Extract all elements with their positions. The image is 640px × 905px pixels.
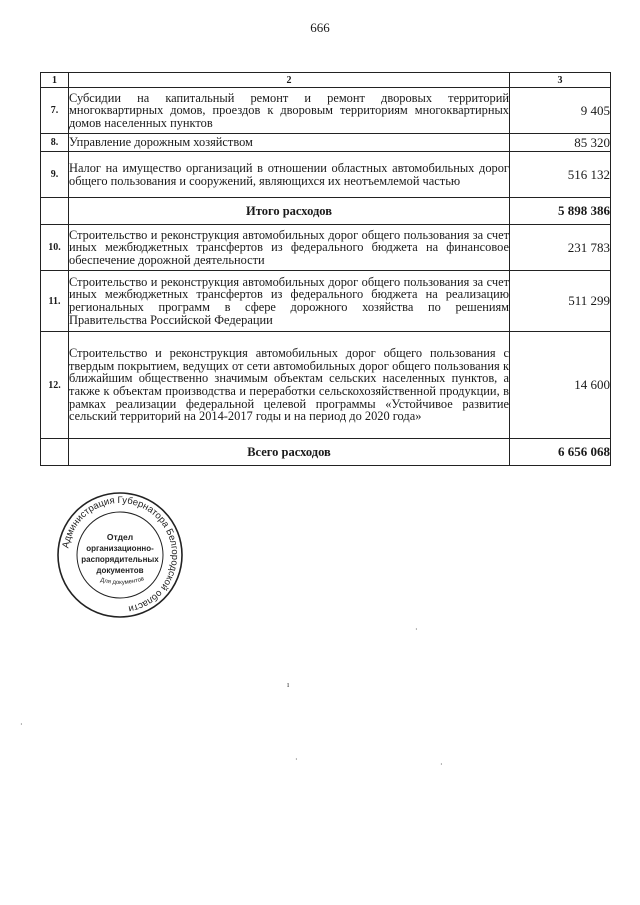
row-description: Субсидии на капитальный ремонт и ремонт дворовых территорий многоквартирных домов, проездов к дворовым территориям многоквартирных домов населенных пунктов <box>69 88 510 134</box>
row-value: 516 132 <box>510 152 611 198</box>
total-value: 6 656 068 <box>510 439 611 466</box>
row-number: 10. <box>41 225 69 271</box>
table-row <box>41 152 611 198</box>
total-label: Всего расходов <box>69 439 510 466</box>
row-description: Строительство и реконструкция автомобильных дорог общего пользования с твердым покрытием, ведущих от сети автомобильных дорог общего пользования к ближайшим общественно значимым объектам сельских населенных пунктов, а также к объектам производства и переработки сельскохозяйственной продукции, в рамках реализации федеральной целевой программы «Устойчивое развитие сельский территорий на 2014-2017 годы и на период до 2020 года» <box>69 332 510 439</box>
table-row <box>41 332 611 439</box>
scan-speck: · <box>295 755 298 764</box>
header-col-2: 2 <box>69 73 510 88</box>
page-number: 666 <box>310 20 330 35</box>
scan-speck: · <box>440 760 443 769</box>
scan-speck: · <box>415 625 418 634</box>
total-row <box>41 439 611 466</box>
subtotal-row <box>41 198 611 225</box>
row-number: 12. <box>41 332 69 439</box>
official-stamp <box>55 490 185 620</box>
scan-speck: · <box>20 720 23 729</box>
row-value: 14 600 <box>510 332 611 439</box>
row-description: Налог на имущество организаций в отношении областных автомобильных дорог общего пользования и сооружений, являющихся их неотъемлемой частью <box>69 152 510 198</box>
stamp-bottom-text: Для документов <box>99 576 145 587</box>
stamp-line-4: документов <box>96 566 144 575</box>
scan-speck: ı <box>287 680 290 689</box>
row-description: Строительство и реконструкция автомобильных дорог общего пользования за счет иных межбюджетных трансфертов из федерального бюджета на реализацию региональных программ в сфере дорожного хозяйства по решениям Правительства Российской Федерации <box>69 271 510 332</box>
table-row <box>41 88 611 134</box>
subtotal-empty-cell <box>41 198 69 225</box>
table-row <box>41 134 611 152</box>
expenses-table <box>40 72 611 466</box>
row-value: 85 320 <box>510 134 611 152</box>
subtotal-value: 5 898 386 <box>510 198 611 225</box>
row-number: 7. <box>41 88 69 134</box>
row-value: 231 783 <box>510 225 611 271</box>
row-value: 9 405 <box>510 88 611 134</box>
subtotal-label: Итого расходов <box>69 198 510 225</box>
table-row <box>41 225 611 271</box>
row-value: 511 299 <box>510 271 611 332</box>
total-empty-cell <box>41 439 69 466</box>
stamp-line-3: распорядительных <box>81 555 159 564</box>
row-number: 11. <box>41 271 69 332</box>
row-description: Строительство и реконструкция автомобильных дорог общего пользования за счет иных межбюджетных трансфертов из федерального бюджета на финансовое обеспечение дорожной деятельности <box>69 225 510 271</box>
svg-text:Для документов <box>100 576 145 586</box>
header-col-1: 1 <box>41 73 69 88</box>
row-number: 9. <box>41 152 69 198</box>
stamp-line-1: Отдел <box>106 532 134 542</box>
header-col-3: 3 <box>510 73 611 88</box>
row-number: 8. <box>41 134 69 152</box>
table-row <box>41 271 611 332</box>
stamp-ring-text: Администрация Губернатора Белгородской области <box>60 494 181 615</box>
stamp-line-2: организационно- <box>86 544 154 553</box>
row-description: Управление дорожным хозяйством <box>69 134 510 152</box>
table-header-row <box>41 73 611 88</box>
